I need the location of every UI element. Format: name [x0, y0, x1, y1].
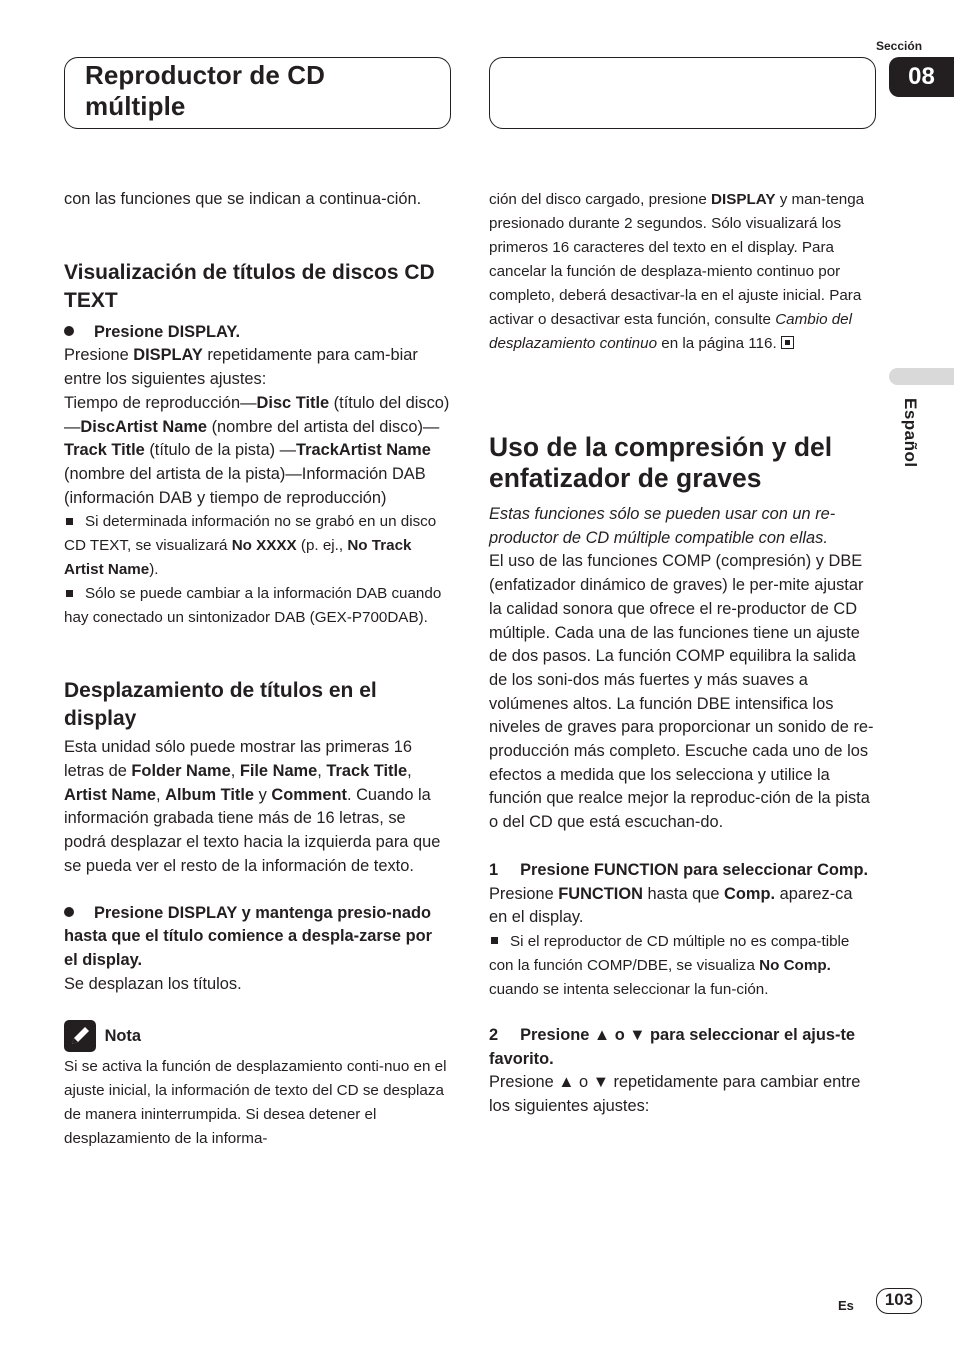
- note-no-info: Si determinada información no se grabó en un disco CD TEXT, se visualizará No XXXX (p. ej., No Track Artist Name).: [64, 513, 437, 579]
- bullet-icon: [64, 326, 74, 336]
- bullet-icon: [64, 907, 74, 917]
- step-press-display: Presione DISPLAY.: [64, 321, 450, 345]
- left-column: [64, 188, 450, 1151]
- square-bullet-icon: [66, 590, 73, 597]
- cd-text-body: Presione DISPLAY repetidamente para cam-biar entre los siguientes ajustes: Tiempo de reproducción—Disc Title (título del disco)—DiscArtist Name (nombre del artista del disco)—Track Title (título de la pista) —TrackArtist Name (nombre del artista de la pista)—Información DAB (información DAB y tiempo de reproducción): [64, 346, 450, 507]
- section-heading-comp-dbe: Uso de la compresión y del enfatizador de graves: [489, 432, 833, 493]
- note-header: [64, 1020, 450, 1052]
- continued-note: ción del disco cargado, presione DISPLAY y man-tenga presionado durante 2 segundos. Sólo visualizará los primeros 16 caracteres del texto en el display. Para cancelar la función de desplaza-miento continuo por completo, deberá desactivar-la en el ajuste inicial. Para activar o desactivar esta función, consulte Cambio del desplazamiento continuo en la página 116.: [489, 191, 865, 352]
- section-heading-cd-text: Visualización de títulos de discos CD TEXT: [64, 260, 435, 312]
- right-column: [489, 188, 875, 1119]
- step1-body: Presione FUNCTION hasta que Comp. aparez-ca en el display.: [489, 884, 853, 927]
- note-scroll-text: Si se activa la función de desplazamiento conti-nuo en el ajuste inicial, la información de texto del CD se desplaza de manera ininterrumpida. Si desea detener el desplazamiento de la informa-: [64, 1058, 447, 1148]
- comp-intro: Estas funciones sólo se pueden usar con un re-productor de CD múltiple compatible con ellas.: [489, 505, 836, 547]
- page-number: 103: [876, 1288, 922, 1314]
- note-label: Nota: [104, 1026, 141, 1045]
- footer-lang-code: Es: [838, 1298, 854, 1313]
- intro-text: con las funciones que se indican a continua-ción.: [64, 190, 422, 208]
- end-mark-icon: [781, 336, 794, 349]
- scroll-result: Se desplazan los títulos.: [64, 974, 242, 993]
- square-bullet-icon: [491, 937, 498, 944]
- pencil-note-icon: [64, 1020, 96, 1052]
- section-label: Sección: [876, 39, 923, 53]
- language-tab-bar: [889, 368, 954, 385]
- step1-heading: 1 Presione FUNCTION para seleccionar Comp.: [489, 860, 869, 879]
- section-number-badge: 08: [889, 57, 954, 97]
- header-empty-box: [489, 57, 876, 129]
- section-heading-scroll: Desplazamiento de títulos en el display: [64, 679, 377, 731]
- step2-heading: 2 Presione ▲ o ▼ para seleccionar el ajus-te favorito.: [489, 1025, 856, 1068]
- language-tab: Español: [901, 398, 920, 468]
- step2-body: Presione ▲ o ▼ repetidamente para cambiar entre los siguientes ajustes:: [489, 1073, 861, 1116]
- square-bullet-icon: [66, 518, 73, 525]
- step-hold-display: Presione DISPLAY y mantenga presio-nado hasta que el título comience a despla-zarse por el display.: [64, 903, 432, 969]
- step1-note: Si el reproductor de CD múltiple no es compa-tible con la función COMP/DBE, se visualiza No Comp. cuando se intenta seleccionar la fun-ción.: [489, 932, 850, 998]
- page-title: Reproductor de CD múltiple: [85, 60, 326, 121]
- scroll-body: Esta unidad sólo puede mostrar las primeras 16 letras de Folder Name, File Name, Track Title, Artist Name, Album Title y Comment. Cuando la información grabada tiene más de 16 letras, se podrá desplazar el texto hacia la izquierda para que se pueda ver el resto de la información de texto.: [64, 738, 441, 875]
- note-dab: Sólo se puede cambiar a la información DAB cuando hay conectado un sintonizador DAB (GEX-P700DAB).: [64, 585, 442, 627]
- comp-body: El uso de las funciones COMP (compresión) y DBE (enfatizador dinámico de graves) le per-mite ajustar la calidad sonora que ofrece el re-productor de CD múltiple. Cada una de las funciones tiene un ajuste de dos pasos. La función COMP equilibra la salida de los soni-dos más fuertes y más suaves a volúmenes altos. La función DBE intensifica los niveles de graves para proporcionar un sonido de re-producción más completo. Escuche cada uno de los efectos a medida que los selecciona y utilice la función que realce mejor la reproduc-ción de la pista o del CD que está escuchan-do.: [489, 552, 874, 832]
